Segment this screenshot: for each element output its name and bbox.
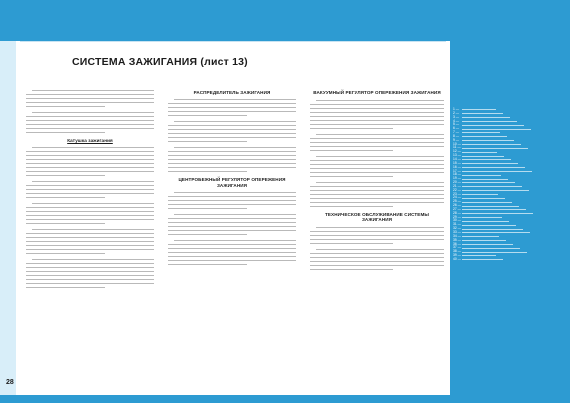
legend-number: 29 — — [453, 214, 461, 219]
legend-number: 31 — — [453, 222, 461, 227]
legend-number: 34 — — [453, 233, 461, 238]
legend-number: 18 — — [453, 172, 461, 177]
legend-number: 22 — — [453, 187, 461, 192]
page-number: 28 — [6, 379, 14, 386]
legend-number: 15 — — [453, 160, 461, 165]
illegible-text-placeholder — [310, 156, 444, 177]
illegible-caption-placeholder — [462, 148, 528, 149]
legend-number: 27 — — [453, 206, 461, 211]
illegible-text-placeholder — [26, 181, 154, 198]
illegible-caption-placeholder — [462, 236, 499, 237]
illegible-caption-placeholder — [462, 121, 517, 122]
illegible-text-placeholder — [168, 240, 296, 265]
illegible-caption-placeholder — [462, 109, 496, 110]
illegible-caption-placeholder — [462, 244, 513, 245]
illegible-caption-placeholder — [462, 186, 522, 187]
legend-number: 1 — — [453, 107, 460, 111]
legend-number: 26 — — [453, 203, 461, 208]
legend-number: 35 — — [453, 237, 461, 242]
legend-number: 33 — — [453, 230, 461, 234]
illegible-text-placeholder — [310, 249, 444, 270]
legend-number: 32 — — [453, 226, 461, 231]
illegible-text-placeholder — [310, 227, 444, 244]
illegible-text-placeholder — [26, 147, 154, 176]
legend-number: 13 — — [453, 153, 461, 158]
page-title: СИСТЕМА ЗАЖИГАНИЯ (лист 13) — [72, 56, 248, 68]
illegible-caption-placeholder — [462, 209, 526, 210]
illegible-text-placeholder — [168, 192, 296, 209]
illegible-caption-placeholder — [462, 132, 500, 133]
legend-number: 37 — — [453, 245, 461, 250]
legend-number: 38 — — [453, 249, 461, 254]
legend-number: 36 — — [453, 241, 461, 246]
illegible-text-placeholder — [168, 99, 296, 116]
illegible-text-placeholder — [310, 134, 444, 151]
illegible-text-placeholder — [310, 182, 444, 207]
legend-number: 12 — — [453, 149, 461, 154]
illegible-caption-placeholder — [462, 190, 529, 191]
illegible-caption-placeholder — [462, 113, 503, 114]
legend-number: 21 — — [453, 183, 461, 188]
illegible-text-placeholder — [168, 121, 296, 142]
illegible-text-placeholder — [310, 100, 444, 129]
document-page — [20, 41, 446, 394]
legend-number: 10 — — [453, 141, 461, 146]
illegible-caption-placeholder — [462, 156, 504, 157]
illegible-caption-placeholder — [462, 144, 521, 145]
illegible-caption-placeholder — [462, 221, 509, 222]
section-heading: РАСПРЕДЕЛИТЕЛЬ ЗАЖИГАНИЯ — [193, 90, 271, 95]
legend-number: 5 — — [453, 122, 460, 127]
illegible-caption-placeholder — [462, 140, 514, 141]
illegible-caption-placeholder — [462, 152, 497, 153]
illegible-text-placeholder — [168, 214, 296, 235]
legend-number: 23 — — [453, 191, 461, 196]
legend-number: 20 — — [453, 180, 461, 185]
legend-number: 8 — — [453, 133, 460, 138]
legend-item — [453, 258, 567, 262]
illegible-caption-placeholder — [462, 259, 503, 260]
illegible-caption-placeholder — [462, 206, 519, 207]
header-band — [0, 0, 570, 41]
legend-number: 25 — — [453, 199, 461, 204]
illegible-text-placeholder — [26, 229, 154, 254]
illegible-caption-placeholder — [462, 179, 508, 180]
illegible-caption-placeholder — [462, 159, 511, 160]
illegible-caption-placeholder — [462, 163, 518, 164]
text-column-1 — [26, 86, 154, 392]
illegible-caption-placeholder — [462, 202, 512, 203]
illegible-caption-placeholder — [462, 129, 531, 130]
component-legend — [453, 108, 567, 388]
illegible-caption-placeholder — [462, 248, 520, 249]
legend-number: 17 — — [453, 168, 461, 173]
legend-number: 24 — — [453, 195, 461, 200]
illegible-text-placeholder — [26, 90, 154, 107]
illegible-caption-placeholder — [462, 167, 525, 168]
footer-band — [0, 395, 570, 403]
legend-number: 19 — — [453, 176, 461, 181]
illegible-caption-placeholder — [462, 217, 502, 218]
illegible-caption-placeholder — [462, 255, 496, 256]
illegible-caption-placeholder — [462, 182, 515, 183]
illegible-caption-placeholder — [462, 136, 507, 137]
illegible-caption-placeholder — [462, 232, 530, 233]
illegible-caption-placeholder — [462, 240, 506, 241]
illegible-text-placeholder — [26, 203, 154, 224]
section-heading: ТЕХНИЧЕСКОЕ ОБСЛУЖИВАНИЕ СИСТЕМЫ ЗАЖИГАНИЯ — [324, 211, 429, 223]
legend-number: 7 — — [453, 130, 460, 135]
illegible-caption-placeholder — [462, 252, 527, 253]
illegible-caption-placeholder — [462, 175, 501, 176]
legend-number: 28 — — [453, 210, 461, 215]
section-heading: Катушка зажигания — [67, 138, 113, 143]
illegible-caption-placeholder — [462, 198, 505, 199]
legend-number: 30 — — [453, 218, 461, 223]
text-column-3 — [310, 86, 444, 392]
legend-number: 6 — — [453, 126, 460, 131]
illegible-caption-placeholder — [462, 125, 524, 126]
section-heading: ЦЕНТРОБЕЖНЫЙ РЕГУЛЯТОР ОПЕРЕЖЕНИЯ ЗАЖИГАНИЯ — [178, 177, 286, 188]
legend-number: 2 — — [453, 110, 460, 115]
legend-number: 14 — — [453, 156, 461, 161]
illegible-caption-placeholder — [462, 171, 532, 172]
illegible-caption-placeholder — [462, 229, 523, 230]
legend-number: 16 — — [453, 164, 461, 169]
illegible-caption-placeholder — [462, 225, 516, 226]
legend-number: 4 — — [453, 118, 460, 123]
legend-number: 9 — — [453, 137, 460, 142]
legend-number: 40 — — [453, 256, 461, 261]
illegible-caption-placeholder — [462, 194, 498, 195]
legend-number: 39 — — [453, 253, 461, 258]
illegible-text-placeholder — [26, 112, 154, 133]
illegible-caption-placeholder — [462, 213, 533, 214]
section-heading: ВАКУУМНЫЙ РЕГУЛЯТОР ОПЕРЕЖЕНИЯ ЗАЖИГАНИЯ — [313, 90, 441, 95]
left-margin-band — [0, 41, 16, 395]
text-column-2 — [168, 86, 296, 392]
legend-number: 11 — — [453, 145, 461, 150]
illegible-text-placeholder — [26, 259, 154, 288]
illegible-caption-placeholder — [462, 117, 510, 118]
illegible-text-placeholder — [168, 147, 296, 172]
legend-number: 3 — — [453, 114, 460, 119]
